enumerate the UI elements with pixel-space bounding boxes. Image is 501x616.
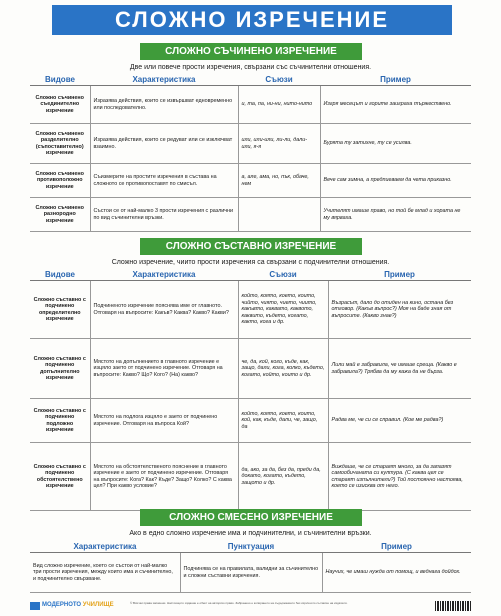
example-cell: Възрасът, дало до отиден на кино, остана без отговор. (Какъв въпрос?) Моя на баде зная от въпросите. (Какво знае?)	[328, 281, 471, 339]
column-header: Пример	[320, 73, 471, 86]
example-cell: Радва ме, че си се справил. (Кое ме радва?)	[328, 399, 471, 443]
characteristic-cell: Мястото на обстоятелственото пояснение в главното изречение е заето от подчинено изречение. Отговаря на въпросите: Кога? Как? Къде? Защо? Колко? С каква цел? При какво условие?	[90, 443, 238, 511]
example-cell: Виждаше, че се стараят много, за да запазят самообичаната си култура. (С каква цел се стараят изпълнители?) Той постоянно настоява, което се изисква от него.	[328, 443, 471, 511]
fine-print: © Всички права запазени. Настоящото издание е обект на авторско право. Забранено е копирането на съдържанието без изричното съгласие на издателя.	[130, 601, 348, 605]
example-cell: Научих, че имаш нужда от помощ, и веднага дойдох.	[322, 553, 471, 593]
conjunctions-cell: да, ако, за да, без да, преди да, докато, когато, където, защото и др.	[238, 443, 328, 511]
punctuation-cell: Подчинява се на правилата, валидни за съчинително и сложни съставни изречения.	[180, 553, 322, 593]
characteristic-cell: Вид сложно изречение, което се състои от най-малко три прости изречения, между които има и съчинително, и подчинително свързване.	[30, 553, 180, 593]
table-row	[30, 399, 471, 443]
table-row	[30, 86, 471, 124]
column-header: Характеристика	[90, 73, 238, 86]
table-row	[30, 281, 471, 339]
publisher-logo	[42, 601, 114, 610]
example-cell: Учителят имаше право, но той бе млад и хората не му вярваха.	[320, 198, 471, 232]
type-cell: Сложно съчинено противоположно изречение	[30, 164, 90, 198]
section-description: Ако в едно сложно изречение има и подчинителни, и съчинителни връзки.	[129, 530, 372, 537]
section-title-compound-mixed: СЛОЖНО СМЕСЕНО ИЗРЕЧЕНИЕ	[140, 509, 362, 526]
compound-coordinate-table	[30, 73, 471, 232]
column-header: Характеристика	[30, 540, 180, 553]
conjunctions-cell: че, да, кой, кого, къде, как, защо, дали, кога, колко, където, когато, който, които и др.	[238, 339, 328, 399]
compound-mixed-table	[30, 540, 471, 593]
characteristic-cell: Подчиненото изречение пояснява име от главното. Отговаря на въпросите: Какъв? Каква? Какво? Какви?	[90, 281, 238, 339]
conjunctions-cell: и, та, па, ни-ни, нито-нито	[238, 86, 320, 124]
publisher-logo-icon	[30, 602, 40, 610]
conjunctions-cell: или, или-или, ли-ли, дали-или, я-я	[238, 124, 320, 164]
conjunctions-cell: който, която, което, които, кой, как, къде, дали, че, защо, да	[238, 399, 328, 443]
brand-name-first: МОДЕРНОТО	[42, 602, 82, 608]
characteristic-cell: Мястото на допълнението в главното изречение е изцяло заето от подчинено изречение. Отговаря на въпросите: Какво? Що? Кого? (На) какво?	[90, 339, 238, 399]
characteristic-cell: Съизмерите на простите изречения в състава на сложното се противопоставят по смисъл.	[90, 164, 238, 198]
table-row	[30, 198, 471, 232]
page-title: СЛОЖНО ИЗРЕЧЕНИЕ	[52, 5, 452, 35]
conjunctions-cell	[238, 198, 320, 232]
table-row	[30, 339, 471, 399]
characteristic-cell: Изразява действия, които се извършват едновременно или последователно.	[90, 86, 238, 124]
section-title-compound-subordinate: СЛОЖНО СЪСТАВНО ИЗРЕЧЕНИЕ	[140, 238, 362, 255]
type-cell: Сложно съставно с подчинено определително изречение	[30, 281, 90, 339]
type-cell: Сложно съчинено съединително изречение	[30, 86, 90, 124]
characteristic-cell: Състои се от най-малко 3 прости изречения с различни по вид съчинителни връзки.	[90, 198, 238, 232]
column-header: Пример	[322, 540, 471, 553]
example-cell: Бурята ту затихне, ту се усилва.	[320, 124, 471, 164]
characteristic-cell: Изразява действия, които се редуват или се изключват взаимно.	[90, 124, 238, 164]
column-header: Съюзи	[238, 268, 328, 281]
type-cell: Сложно съставно с подчинено обстоятелствено изречение	[30, 443, 90, 511]
example-cell: Изгря месецът и горите заиграха тържествено.	[320, 86, 471, 124]
type-cell: Сложно съставно с подчинено подложно изречение	[30, 399, 90, 443]
conjunctions-cell: който, която, което, които, чийто, чиято, чието, чиито, какъвто, каквато, каквото, каквито, където, когато, както, кога и др.	[238, 281, 328, 339]
example-cell: Вече сам зимна, а предпиеваем да чета приказно.	[320, 164, 471, 198]
compound-subordinate-table	[30, 268, 471, 511]
column-header: Характеристика	[90, 268, 238, 281]
column-header: Видове	[30, 268, 90, 281]
column-header: Пример	[328, 268, 471, 281]
table-row	[30, 164, 471, 198]
characteristic-cell: Мястото на подлога изцяло е заето от подчинено изречение. Отговаря на въпроса Кой?	[90, 399, 238, 443]
section-description: Сложно изречение, чиито прости изречения са свързани с подчинителни отношения.	[111, 259, 390, 266]
conjunctions-cell: а, але, ама, но, пък, обаче, нем	[238, 164, 320, 198]
brand-name-second: УЧИЛИЩЕ	[82, 602, 114, 608]
footer	[30, 600, 471, 614]
column-header: Видове	[30, 73, 90, 86]
table-row	[30, 443, 471, 511]
example-cell: Лили май е забравила, че имаше среща. (Какво е забравила?) Трябва да му кажа да не бърза.	[328, 339, 471, 399]
section-description: Две или повече прости изречения, свързани със съчинителни отношения.	[129, 64, 372, 71]
column-header: Съюзи	[238, 73, 320, 86]
table-row	[30, 553, 471, 593]
table-row	[30, 124, 471, 164]
section-title-compound-coordinate: СЛОЖНО СЪЧИНЕНО ИЗРЕЧЕНИЕ	[140, 43, 362, 60]
type-cell: Сложно съчинено разделително (съпоставително) изречение	[30, 124, 90, 164]
column-header: Пунктуация	[180, 540, 322, 553]
barcode-icon	[435, 601, 471, 611]
type-cell: Сложно съчинено разнородно изречение	[30, 198, 90, 232]
type-cell: Сложно съставно с подчинено допълнително изречение	[30, 339, 90, 399]
